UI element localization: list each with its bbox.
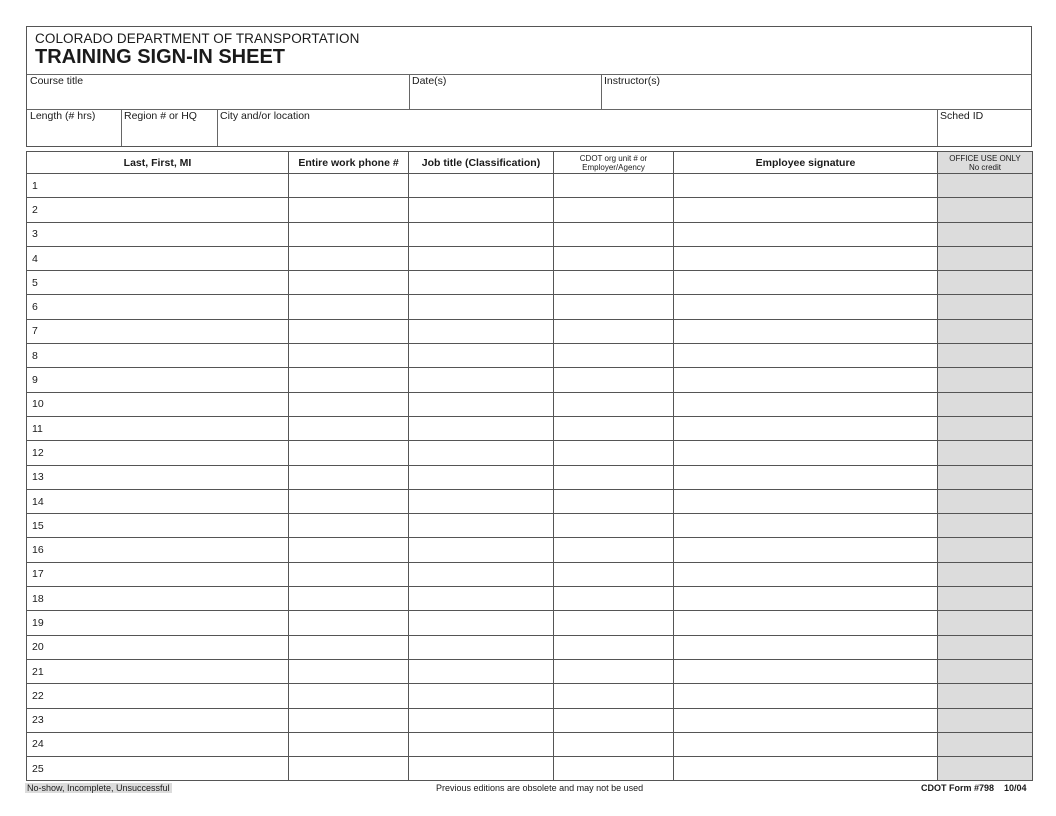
phone-cell[interactable]	[289, 441, 409, 465]
row-number-name-cell[interactable]: 24	[27, 732, 289, 756]
phone-cell[interactable]	[289, 732, 409, 756]
org-unit-cell[interactable]	[554, 368, 674, 392]
signature-cell[interactable]	[674, 635, 938, 659]
org-unit-cell[interactable]	[554, 659, 674, 683]
column-header-job-title: Job title (Classification)	[409, 152, 554, 174]
job-title-cell[interactable]	[409, 344, 554, 368]
form-number: CDOT Form #798	[921, 783, 995, 793]
row-number-name-cell[interactable]: 16	[27, 538, 289, 562]
office-use-cell[interactable]	[938, 416, 1033, 440]
org-unit-cell[interactable]	[554, 416, 674, 440]
phone-cell[interactable]	[289, 562, 409, 586]
job-title-cell[interactable]	[409, 489, 554, 513]
form-id	[921, 783, 1027, 793]
phone-cell[interactable]	[289, 295, 409, 319]
length-label: Length (# hrs)	[30, 110, 96, 122]
row-number-name-cell[interactable]: 4	[27, 246, 289, 270]
length-field[interactable]	[27, 109, 121, 146]
office-use-line2: No credit	[968, 162, 1001, 172]
org-unit-cell[interactable]	[554, 465, 674, 489]
row-number-name-cell[interactable]: 18	[27, 587, 289, 611]
office-use-cell[interactable]	[938, 344, 1033, 368]
signature-cell[interactable]	[674, 708, 938, 732]
org-unit-cell[interactable]	[554, 538, 674, 562]
office-use-cell[interactable]	[938, 295, 1033, 319]
table-header-row	[27, 152, 1033, 174]
org-unit-cell[interactable]	[554, 222, 674, 246]
org-unit-cell[interactable]	[554, 198, 674, 222]
signature-cell[interactable]	[674, 344, 938, 368]
office-use-cell[interactable]	[938, 441, 1033, 465]
signature-cell[interactable]	[674, 319, 938, 343]
phone-cell[interactable]	[289, 514, 409, 538]
city-location-field[interactable]	[217, 109, 937, 146]
office-use-cell[interactable]	[938, 708, 1033, 732]
row-number-name-cell[interactable]: 1	[27, 174, 289, 198]
form-header-box	[26, 26, 1032, 147]
row-number-name-cell[interactable]: 25	[27, 757, 289, 781]
signature-cell[interactable]	[674, 392, 938, 416]
row-number-name-cell[interactable]: 22	[27, 684, 289, 708]
office-use-cell[interactable]	[938, 587, 1033, 611]
signature-cell[interactable]	[674, 246, 938, 270]
table-row	[27, 198, 1033, 222]
signature-cell[interactable]	[674, 732, 938, 756]
org-unit-cell[interactable]	[554, 489, 674, 513]
table-row	[27, 562, 1033, 586]
office-use-cell[interactable]	[938, 222, 1033, 246]
office-use-cell[interactable]	[938, 465, 1033, 489]
org-unit-line2: Employer/Agency	[582, 162, 645, 172]
city-location-label: City and/or location	[220, 110, 310, 122]
row-number-name-cell[interactable]: 13	[27, 465, 289, 489]
org-unit-cell[interactable]	[554, 295, 674, 319]
phone-cell[interactable]	[289, 368, 409, 392]
org-unit-cell[interactable]	[554, 246, 674, 270]
phone-cell[interactable]	[289, 392, 409, 416]
table-row	[27, 538, 1033, 562]
job-title-cell[interactable]	[409, 222, 554, 246]
table-row	[27, 514, 1033, 538]
job-title-cell[interactable]	[409, 319, 554, 343]
row-number-name-cell[interactable]: 3	[27, 222, 289, 246]
job-title-cell[interactable]	[409, 514, 554, 538]
agency-name: COLORADO DEPARTMENT OF TRANSPORTATION	[35, 31, 360, 46]
office-use-cell[interactable]	[938, 368, 1033, 392]
region-field[interactable]	[121, 109, 217, 146]
phone-cell[interactable]	[289, 659, 409, 683]
signature-cell[interactable]	[674, 416, 938, 440]
phone-cell[interactable]	[289, 344, 409, 368]
row-number-name-cell[interactable]: 5	[27, 271, 289, 295]
no-credit-legend: No-show, Incomplete, Unsuccessful	[27, 783, 170, 793]
form-date: 10/04	[1004, 783, 1027, 793]
row-number-name-cell[interactable]: 20	[27, 635, 289, 659]
dates-field[interactable]	[409, 74, 601, 109]
office-use-cell[interactable]	[938, 562, 1033, 586]
signature-cell[interactable]	[674, 368, 938, 392]
org-unit-cell[interactable]	[554, 635, 674, 659]
office-use-cell[interactable]	[938, 684, 1033, 708]
table-row	[27, 635, 1033, 659]
phone-cell[interactable]	[289, 684, 409, 708]
table-row	[27, 174, 1033, 198]
table-row	[27, 587, 1033, 611]
job-title-cell[interactable]	[409, 732, 554, 756]
table-row	[27, 392, 1033, 416]
row-number-name-cell[interactable]: 12	[27, 441, 289, 465]
signature-cell[interactable]	[674, 587, 938, 611]
job-title-cell[interactable]	[409, 659, 554, 683]
job-title-cell[interactable]	[409, 465, 554, 489]
phone-cell[interactable]	[289, 757, 409, 781]
org-unit-cell[interactable]	[554, 271, 674, 295]
column-header-name: Last, First, MI	[27, 152, 289, 174]
signature-cell[interactable]	[674, 174, 938, 198]
column-header-org-unit	[554, 152, 674, 174]
region-label: Region # or HQ	[124, 110, 197, 122]
signature-cell[interactable]	[674, 514, 938, 538]
office-use-cell[interactable]	[938, 611, 1033, 635]
row-number-name-cell[interactable]: 8	[27, 344, 289, 368]
job-title-cell[interactable]	[409, 708, 554, 732]
course-title-label: Course title	[30, 75, 84, 87]
office-use-cell[interactable]	[938, 271, 1033, 295]
sched-id-label: Sched ID	[940, 110, 984, 122]
row-number-name-cell[interactable]: 17	[27, 562, 289, 586]
job-title-cell[interactable]	[409, 295, 554, 319]
office-use-cell[interactable]	[938, 319, 1033, 343]
row-number-name-cell[interactable]: 7	[27, 319, 289, 343]
signature-cell[interactable]	[674, 489, 938, 513]
row-number-name-cell[interactable]: 23	[27, 708, 289, 732]
signature-cell[interactable]	[674, 659, 938, 683]
row-number-name-cell[interactable]: 9	[27, 368, 289, 392]
job-title-cell[interactable]	[409, 392, 554, 416]
course-title-field[interactable]	[27, 74, 409, 109]
signature-cell[interactable]	[674, 198, 938, 222]
phone-cell[interactable]	[289, 465, 409, 489]
signature-cell[interactable]	[674, 757, 938, 781]
signature-cell[interactable]	[674, 465, 938, 489]
job-title-cell[interactable]	[409, 684, 554, 708]
instructors-label: Instructor(s)	[604, 75, 661, 87]
org-unit-cell[interactable]	[554, 174, 674, 198]
job-title-cell[interactable]	[409, 246, 554, 270]
org-unit-cell[interactable]	[554, 319, 674, 343]
column-header-signature: Employee signature	[674, 152, 938, 174]
row-number-name-cell[interactable]: 10	[27, 392, 289, 416]
table-row	[27, 732, 1033, 756]
office-use-cell[interactable]	[938, 538, 1033, 562]
table-row	[27, 416, 1033, 440]
office-use-cell[interactable]	[938, 757, 1033, 781]
sign-in-table	[26, 151, 1033, 781]
table-row	[27, 246, 1033, 270]
table-row	[27, 441, 1033, 465]
job-title-cell[interactable]	[409, 587, 554, 611]
dates-label: Date(s)	[412, 75, 447, 87]
table-row	[27, 465, 1033, 489]
office-use-cell[interactable]	[938, 489, 1033, 513]
job-title-cell[interactable]	[409, 635, 554, 659]
org-unit-cell[interactable]	[554, 392, 674, 416]
office-use-cell[interactable]	[938, 514, 1033, 538]
table-row	[27, 319, 1033, 343]
job-title-cell[interactable]	[409, 271, 554, 295]
signature-cell[interactable]	[674, 538, 938, 562]
phone-cell[interactable]	[289, 222, 409, 246]
org-unit-cell[interactable]	[554, 562, 674, 586]
table-row	[27, 295, 1033, 319]
table-row	[27, 659, 1033, 683]
phone-cell[interactable]	[289, 611, 409, 635]
row-number-name-cell[interactable]: 19	[27, 611, 289, 635]
signature-cell[interactable]	[674, 611, 938, 635]
job-title-cell[interactable]	[409, 757, 554, 781]
phone-cell[interactable]	[289, 319, 409, 343]
table-row	[27, 684, 1033, 708]
job-title-cell[interactable]	[409, 441, 554, 465]
table-row	[27, 368, 1033, 392]
phone-cell[interactable]	[289, 708, 409, 732]
job-title-cell[interactable]	[409, 174, 554, 198]
signature-cell[interactable]	[674, 222, 938, 246]
phone-cell[interactable]	[289, 587, 409, 611]
office-use-cell[interactable]	[938, 174, 1033, 198]
office-use-cell[interactable]	[938, 198, 1033, 222]
office-use-cell[interactable]	[938, 732, 1033, 756]
signature-cell[interactable]	[674, 271, 938, 295]
signature-cell[interactable]	[674, 684, 938, 708]
job-title-cell[interactable]	[409, 562, 554, 586]
table-row	[27, 611, 1033, 635]
row-number-name-cell[interactable]: 15	[27, 514, 289, 538]
phone-cell[interactable]	[289, 246, 409, 270]
table-row	[27, 708, 1033, 732]
org-unit-cell[interactable]	[554, 732, 674, 756]
phone-cell[interactable]	[289, 489, 409, 513]
org-unit-cell[interactable]	[554, 514, 674, 538]
row-number-name-cell[interactable]: 11	[27, 416, 289, 440]
obsolete-notice: Previous editions are obsolete and may not be used	[436, 783, 644, 793]
phone-cell[interactable]	[289, 174, 409, 198]
instructors-field[interactable]	[601, 74, 1031, 109]
row-number-name-cell[interactable]: 2	[27, 198, 289, 222]
job-title-cell[interactable]	[409, 538, 554, 562]
org-unit-cell[interactable]	[554, 708, 674, 732]
phone-cell[interactable]	[289, 198, 409, 222]
signature-cell[interactable]	[674, 295, 938, 319]
office-use-line1: OFFICE USE ONLY	[949, 153, 1021, 163]
org-unit-cell[interactable]	[554, 587, 674, 611]
office-use-cell[interactable]	[938, 392, 1033, 416]
phone-cell[interactable]	[289, 271, 409, 295]
org-unit-cell[interactable]	[554, 757, 674, 781]
table-row	[27, 222, 1033, 246]
job-title-cell[interactable]	[409, 611, 554, 635]
table-row	[27, 271, 1033, 295]
column-header-office-use	[938, 152, 1033, 174]
row-number-name-cell[interactable]: 6	[27, 295, 289, 319]
column-header-phone: Entire work phone #	[289, 152, 409, 174]
phone-cell[interactable]	[289, 416, 409, 440]
office-use-cell[interactable]	[938, 635, 1033, 659]
job-title-cell[interactable]	[409, 416, 554, 440]
table-row	[27, 757, 1033, 781]
row-number-name-cell[interactable]: 21	[27, 659, 289, 683]
org-unit-line1: CDOT org unit # or	[579, 153, 648, 163]
signature-cell[interactable]	[674, 441, 938, 465]
job-title-cell[interactable]	[409, 198, 554, 222]
signature-cell[interactable]	[674, 562, 938, 586]
sched-id-field[interactable]	[937, 109, 1031, 146]
table-row	[27, 489, 1033, 513]
job-title-cell[interactable]	[409, 368, 554, 392]
phone-cell[interactable]	[289, 635, 409, 659]
office-use-cell[interactable]	[938, 246, 1033, 270]
org-unit-cell[interactable]	[554, 344, 674, 368]
office-use-cell[interactable]	[938, 659, 1033, 683]
org-unit-cell[interactable]	[554, 441, 674, 465]
table-row	[27, 344, 1033, 368]
row-number-name-cell[interactable]: 14	[27, 489, 289, 513]
page-title: TRAINING SIGN-IN SHEET	[35, 46, 286, 68]
org-unit-cell[interactable]	[554, 684, 674, 708]
org-unit-cell[interactable]	[554, 611, 674, 635]
phone-cell[interactable]	[289, 538, 409, 562]
